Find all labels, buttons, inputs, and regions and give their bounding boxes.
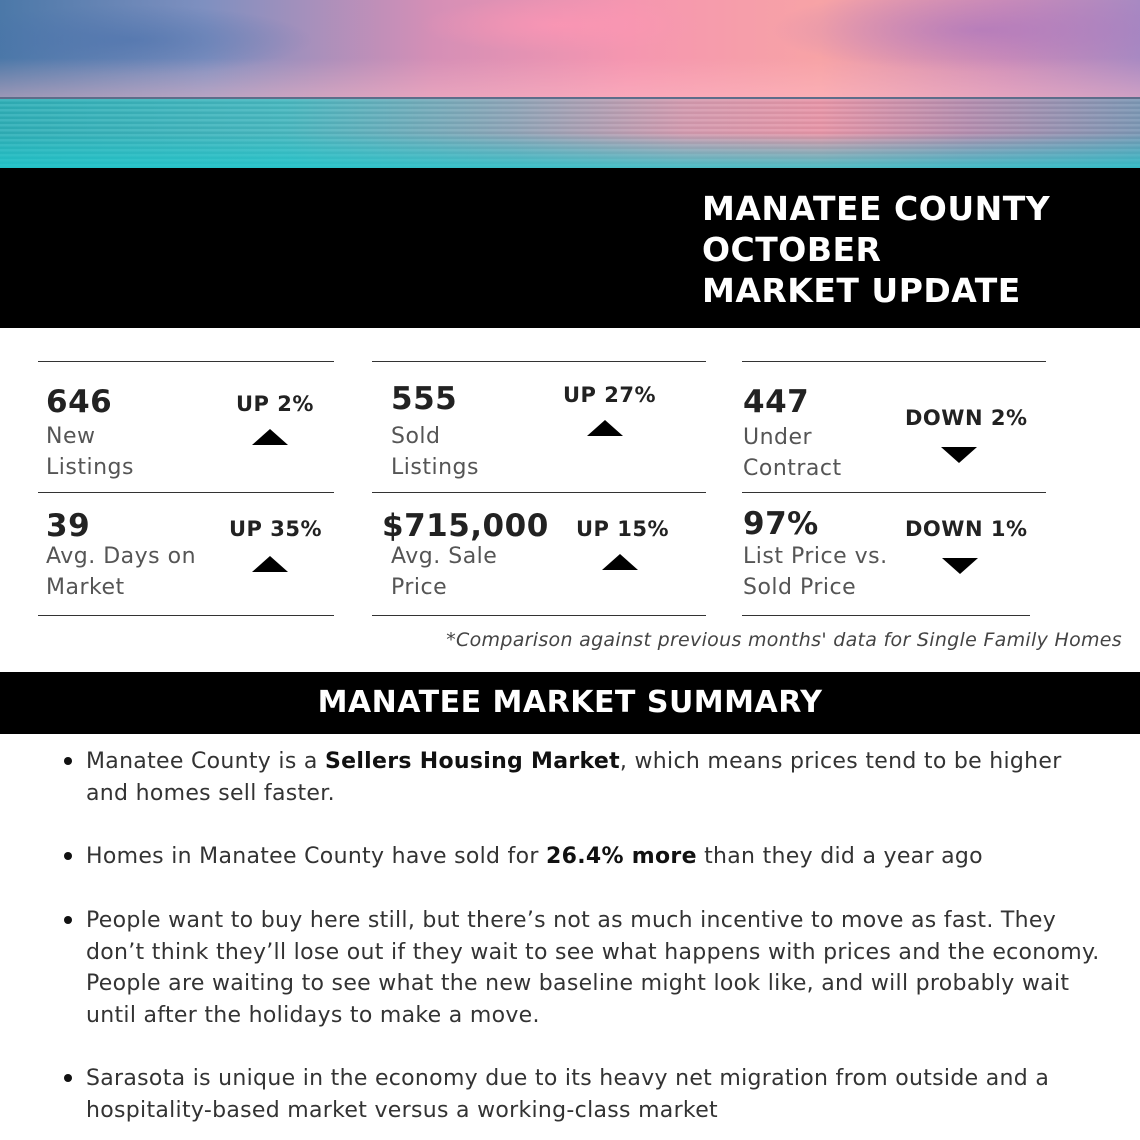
sea-water: [0, 99, 1140, 168]
up-arrow-icon: [587, 420, 623, 436]
page-title: [702, 188, 1050, 311]
divider: [372, 361, 706, 362]
up-arrow-icon: [602, 554, 638, 570]
divider: [38, 615, 334, 616]
stat-value: 555: [391, 381, 458, 417]
stat-value: 97%: [743, 506, 819, 542]
stat-label: New Listings: [46, 424, 134, 480]
down-arrow-icon: [942, 558, 978, 574]
summary-heading: MANATEE MARKET SUMMARY: [317, 685, 823, 720]
summary-heading-band: [0, 672, 1140, 734]
title-line-3: MARKET UPDATE: [702, 271, 1021, 310]
divider: [372, 492, 706, 493]
stat-change: DOWN 2%: [905, 406, 1028, 430]
title-band: [0, 168, 1140, 328]
stat-value: 447: [743, 384, 810, 420]
list-item: Homes in Manatee County have sold for 26.4% more than they did a year ago: [86, 841, 1116, 873]
list-item: Manatee County is a Sellers Housing Market, which means prices tend to be higher and homes sell faster.: [86, 746, 1116, 809]
sunset-sky: [0, 0, 1140, 98]
stat-label: Avg. Days on Market: [46, 544, 197, 600]
divider: [38, 361, 334, 362]
up-arrow-icon: [252, 429, 288, 445]
divider: [742, 615, 1030, 616]
stat-value: 646: [46, 384, 113, 420]
list-item: People want to buy here still, but there’s not as much incentive to move as fast. They don’t think they’ll lose out if they wait to see what happens with prices and the economy. People are waiting to see what the new baseline might look like, and will probably wait until after the holidays to make a move.: [86, 905, 1116, 1031]
bullet-icon: [64, 916, 72, 924]
bullet-icon: [64, 852, 72, 860]
stat-change: UP 27%: [563, 383, 657, 407]
stat-value: 39: [46, 508, 91, 544]
list-item: Sarasota is unique in the economy due to its heavy net migration from outside and a hospitality-based market versus a working-class market: [86, 1063, 1116, 1126]
title-line-1: MANATEE COUNTY: [702, 189, 1051, 228]
divider: [372, 615, 706, 616]
hero-sunset-image: [0, 0, 1140, 168]
down-arrow-icon: [941, 447, 977, 463]
title-line-2: OCTOBER: [702, 230, 882, 269]
stat-change: DOWN 1%: [905, 517, 1028, 541]
stat-label: Under Contract: [743, 425, 842, 481]
up-arrow-icon: [252, 556, 288, 572]
stat-value: $715,000: [382, 508, 549, 544]
stat-label: List Price vs. Sold Price: [743, 544, 888, 600]
bullet-icon: [64, 1074, 72, 1082]
stat-change: UP 35%: [229, 517, 323, 541]
divider: [38, 492, 334, 493]
divider: [742, 361, 1046, 362]
divider: [742, 492, 1046, 493]
stat-label: Sold Listings: [391, 424, 479, 480]
stat-change: UP 15%: [576, 517, 670, 541]
stat-label: Avg. Sale Price: [391, 544, 498, 600]
stat-change: UP 2%: [236, 392, 314, 416]
bullet-icon: [64, 757, 72, 765]
comparison-footnote: *Comparison against previous months' data for Single Family Homes: [446, 629, 1122, 651]
